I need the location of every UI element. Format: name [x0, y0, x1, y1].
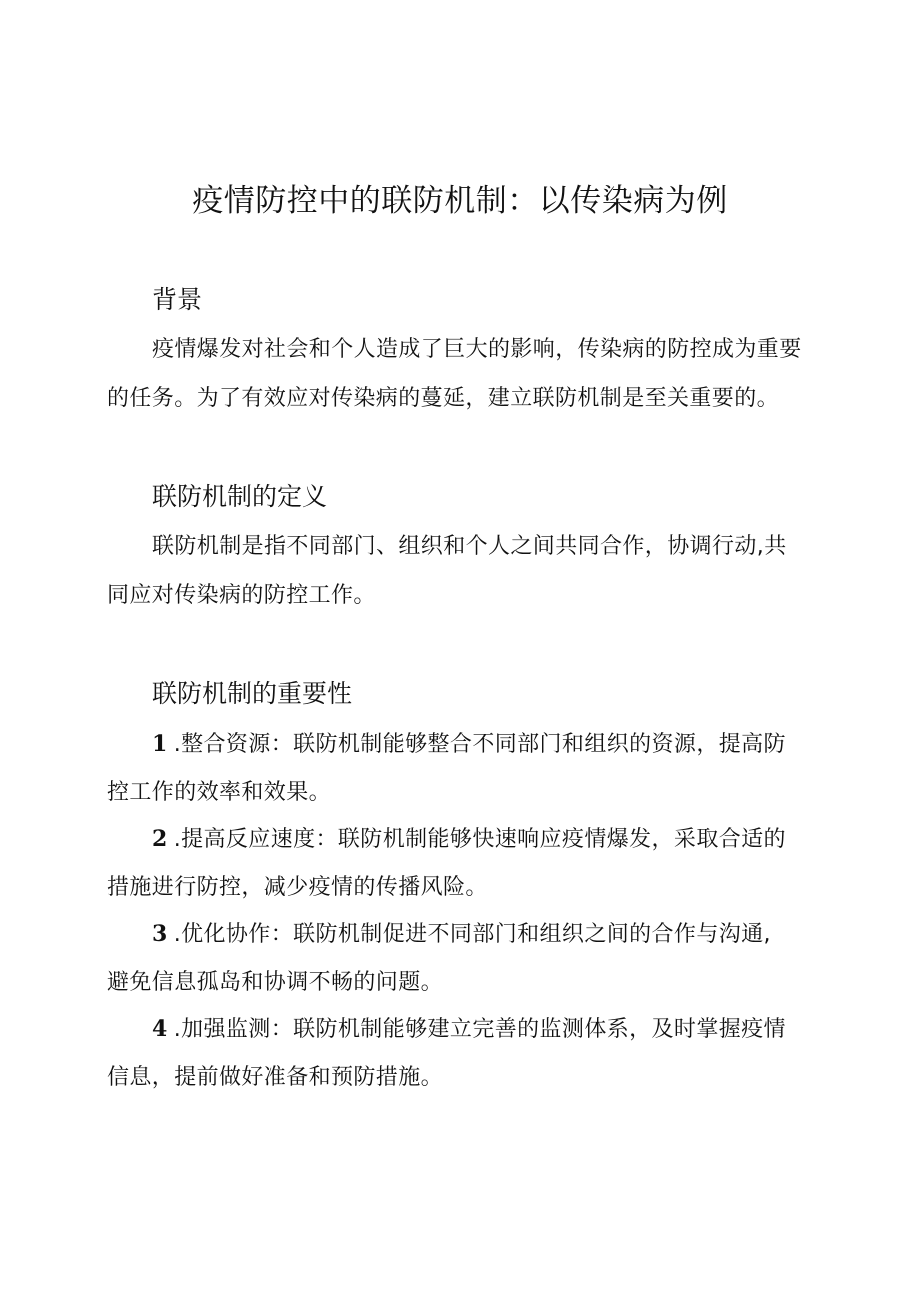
paragraph-line: 同应对传染病的防控工作。 — [107, 583, 376, 608]
list-item-continuation: 信息，提前做好准备和预防措施。 — [107, 1065, 444, 1090]
list-item-number: 1 — [152, 731, 168, 757]
list-item-text: .提高反应速度：联防机制能够快速响应疫情爆发，采取合适的 — [173, 827, 786, 852]
list-item — [152, 917, 771, 952]
paragraph-line: 联防机制是指不同部门、组织和个人之间共同合作，协调行动,共 — [152, 534, 787, 559]
list-item — [152, 1012, 786, 1047]
paragraph-line: 的任务。为了有效应对传染病的蔓延，建立联防机制是至关重要的。 — [107, 386, 780, 411]
document-title: 疫情防控中的联防机制：以传染病为例 — [192, 183, 728, 219]
list-item — [152, 727, 786, 762]
list-item-number: 4 — [152, 1016, 168, 1042]
paragraph-line: 疫情爆发对社会和个人造成了巨大的影响，传染病的防控成为重要 — [152, 337, 802, 362]
list-item-continuation: 控工作的效率和效果。 — [107, 780, 332, 805]
section-heading-background: 背景 — [152, 285, 203, 314]
list-item-continuation: 避免信息孤岛和协调不畅的问题。 — [107, 970, 444, 995]
list-item-text: .优化协作：联防机制促进不同部门和组织之间的合作与沟通, — [173, 922, 771, 947]
list-item-number: 2 — [152, 826, 168, 852]
list-item-number: 3 — [152, 921, 168, 947]
section-heading-definition: 联防机制的定义 — [152, 482, 328, 511]
list-item-text: .加强监测：联防机制能够建立完善的监测体系，及时掌握疫情 — [173, 1017, 786, 1042]
list-item — [152, 822, 786, 857]
list-item-continuation: 措施进行防控，减少疫情的传播风险。 — [107, 875, 488, 900]
section-heading-importance: 联防机制的重要性 — [152, 679, 353, 708]
list-item-text: .整合资源：联防机制能够整合不同部门和组织的资源，提高防 — [173, 732, 786, 757]
